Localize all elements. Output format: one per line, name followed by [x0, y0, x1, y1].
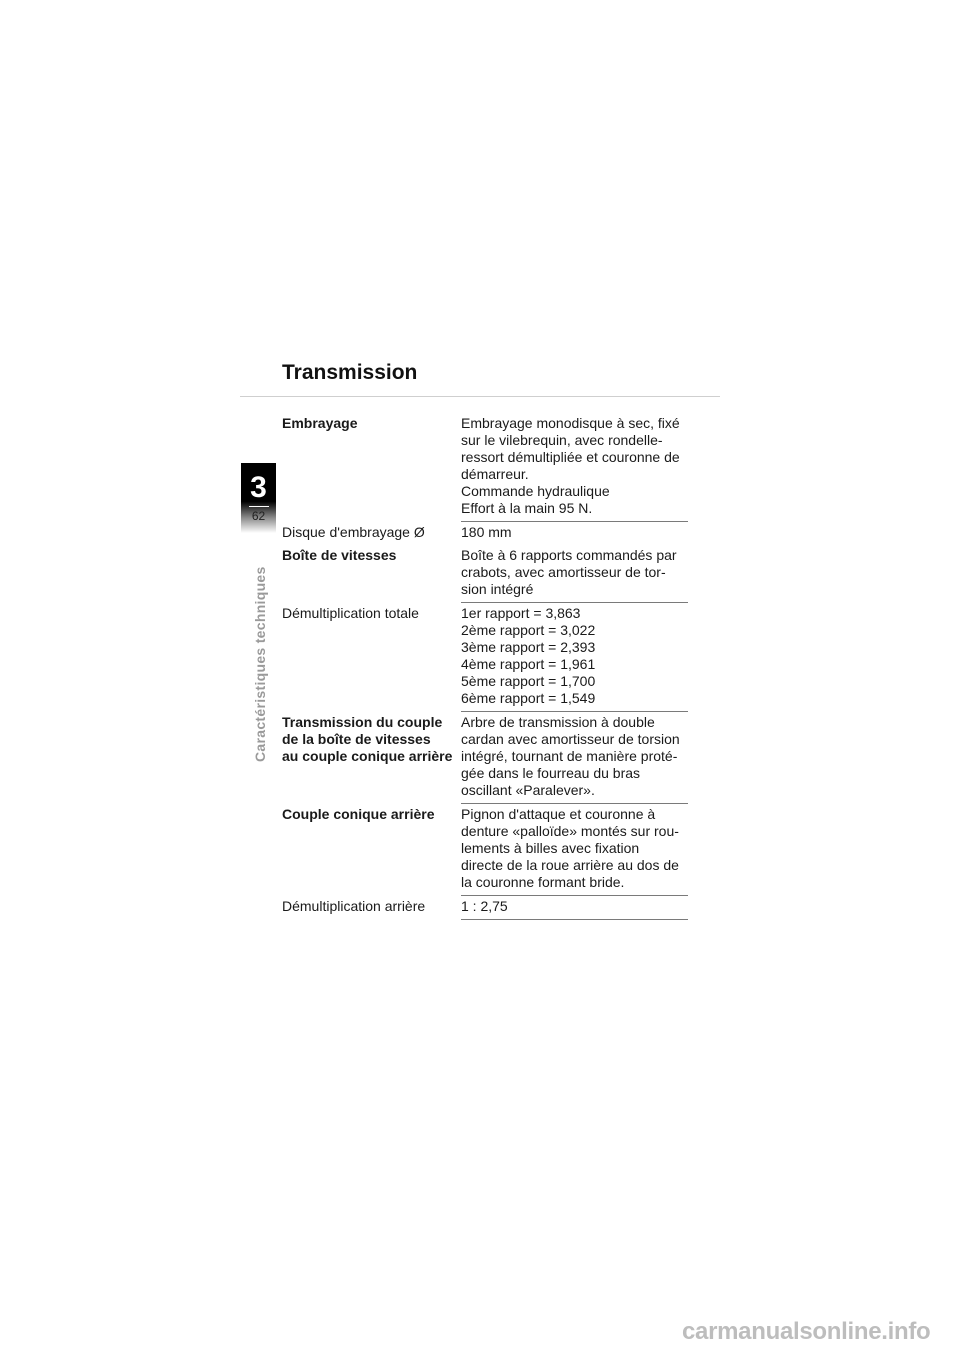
spec-value: Pignon d'attaque et couronne à denture «palloïde» montés sur rou- lements à billes avec fixation directe de la roue arrière au dos de la couronne formant bride. — [461, 804, 688, 896]
spec-label: Disque d'embrayage Ø — [282, 523, 425, 540]
page-number: 62 — [251, 509, 266, 523]
spec-row-transmission-couple — [282, 712, 688, 804]
spec-label: Couple conique arrière — [282, 805, 435, 822]
spec-value: Arbre de transmission à double cardan avec amortisseur de torsion intégré, tournant de manière proté- gée dans le fourreau du bras oscillant «Paralever». — [461, 712, 688, 804]
spec-value: 180 mm — [461, 524, 512, 540]
spec-label: Boîte de vitesses — [282, 547, 397, 563]
spec-row-demultiplication-totale — [282, 603, 688, 712]
spec-row-boite — [282, 545, 688, 603]
title-divider — [240, 396, 720, 397]
spec-value: 1 : 2,75 — [461, 896, 688, 920]
spec-value: Embrayage monodisque à sec, fixé sur le vilebrequin, avec rondelle- ressort démultipliée et couronne de démarreur. Commande hydraulique Effort à la main 95 N. — [461, 413, 688, 522]
spec-label: Démultiplication arrière — [282, 897, 426, 914]
spec-row-couple-conique — [282, 804, 688, 896]
spec-label: Transmission du couple de la boîte de vitesses au couple conique arrière — [282, 713, 453, 764]
spec-row-demultiplication-arriere — [282, 896, 688, 920]
spec-value: 1er rapport = 3,863 2ème rapport = 3,022 3ème rapport = 2,393 4ème rapport = 1,961 5ème rapport = 1,700 6ème rapport = 1,549 — [461, 603, 688, 712]
chapter-divider — [249, 506, 269, 507]
section-side-label: Caractéristiques techniques — [252, 566, 268, 762]
spec-table — [282, 413, 688, 920]
spec-label: Démultiplication totale — [282, 604, 419, 621]
chapter-number: 3 — [250, 471, 267, 504]
spec-value: Boîte à 6 rapports commandés par crabots, avec amortisseur de tor- sion intégré — [461, 545, 688, 603]
spec-row-embrayage — [282, 413, 688, 522]
spec-label: Embrayage — [282, 415, 358, 431]
spec-row-disque — [282, 522, 688, 546]
page-title: Transmission — [282, 361, 418, 384]
watermark: carmanualsonline.info — [682, 1318, 931, 1345]
